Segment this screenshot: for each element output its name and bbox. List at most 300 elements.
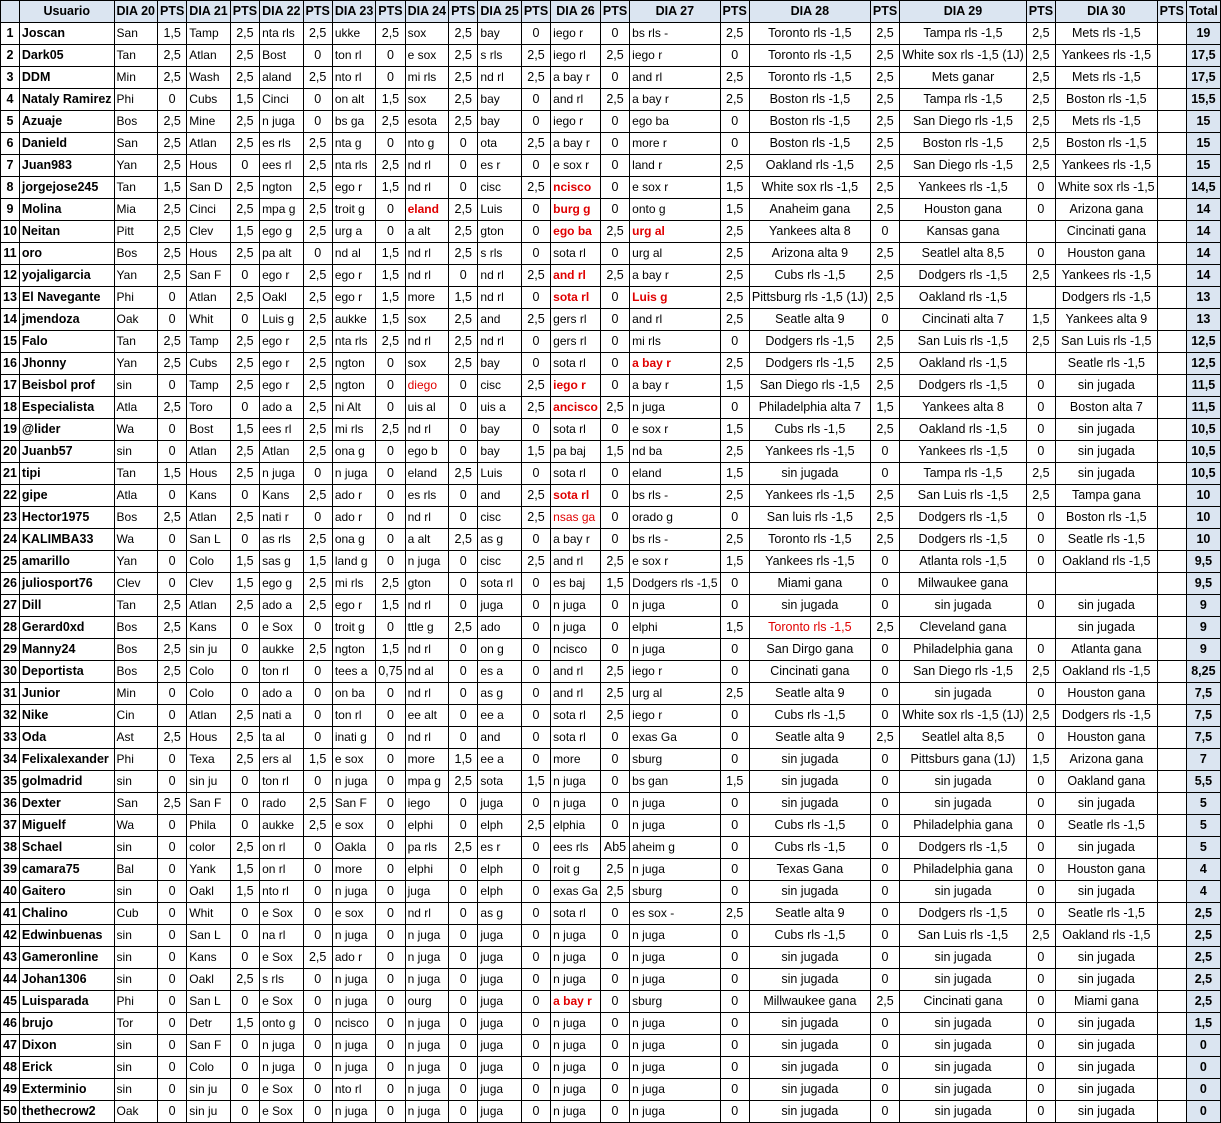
total-cell: 10,5 <box>1186 463 1220 485</box>
points-cell: 0 <box>376 397 405 419</box>
pick-cell: ancisco <box>551 397 601 419</box>
pick-cell: Cubs rls -1,5 <box>749 705 870 727</box>
points-cell: 2,5 <box>303 397 332 419</box>
points-cell: 0 <box>449 507 478 529</box>
points-cell: 0 <box>303 1101 332 1123</box>
pick-cell: ton rl <box>332 45 375 67</box>
username-cell: DDM <box>19 67 114 89</box>
pick-cell: n juga <box>630 639 720 661</box>
rank-cell: 40 <box>1 881 20 903</box>
pick-cell: ego r <box>260 353 303 375</box>
pick-cell: Seatlel alta 8,5 <box>900 243 1027 265</box>
header-row <box>1 1 1221 23</box>
header-cell: PTS <box>449 1 478 23</box>
username-cell: Neitan <box>19 221 114 243</box>
points-cell: 0 <box>521 991 550 1013</box>
points-cell: 0 <box>376 771 405 793</box>
pick-cell: Boston rls -1,5 <box>1056 507 1158 529</box>
header-cell: DIA 26 <box>551 1 601 23</box>
pick-cell: e Sox <box>260 1101 303 1123</box>
points-cell: 0 <box>230 947 259 969</box>
rank-cell: 16 <box>1 353 20 375</box>
rank-cell: 42 <box>1 925 20 947</box>
points-cell: 2,5 <box>157 199 186 221</box>
total-cell: 14 <box>1186 199 1220 221</box>
points-cell: 0 <box>449 419 478 441</box>
points-cell: 0 <box>521 727 550 749</box>
points-cell: 2,5 <box>303 815 332 837</box>
pick-cell: bay <box>478 89 521 111</box>
pick-cell: exas Ga <box>551 881 601 903</box>
pick-cell: Dodgers rls -1,5 <box>749 331 870 353</box>
points-cell: 0 <box>521 111 550 133</box>
pick-cell: nati r <box>260 507 303 529</box>
points-cell: 0 <box>303 1057 332 1079</box>
points-cell: 2,5 <box>449 111 478 133</box>
rank-cell: 30 <box>1 661 20 683</box>
points-cell: 0 <box>720 793 749 815</box>
pick-cell: ego r <box>332 177 375 199</box>
points-cell: 0 <box>521 353 550 375</box>
points-cell: 0 <box>521 595 550 617</box>
pick-cell: sin jugada <box>1056 837 1158 859</box>
table-row <box>1 793 1221 815</box>
pick-cell: Atlanta gana <box>1056 639 1158 661</box>
pick-cell: a bay r <box>630 353 720 375</box>
points-cell <box>1157 991 1186 1013</box>
points-cell: 2,5 <box>157 397 186 419</box>
points-cell: 0 <box>376 617 405 639</box>
username-cell: KALIMBA33 <box>19 529 114 551</box>
points-cell: 2,5 <box>870 617 899 639</box>
points-cell <box>1026 573 1055 595</box>
total-cell: 7,5 <box>1186 683 1220 705</box>
pick-cell: Hous <box>187 727 230 749</box>
pick-cell: sin jugada <box>749 749 870 771</box>
pick-cell: n juga <box>332 463 375 485</box>
pick-cell: juga <box>478 1101 521 1123</box>
points-cell: 0 <box>521 683 550 705</box>
header-cell: PTS <box>1157 1 1186 23</box>
table-row <box>1 111 1221 133</box>
pick-cell: e sox <box>332 749 375 771</box>
pick-cell: nto rl <box>260 881 303 903</box>
points-cell <box>1157 397 1186 419</box>
pick-cell: Cubs rls -1,5 <box>749 265 870 287</box>
pick-cell: a alt <box>405 221 448 243</box>
pick-cell: and rl <box>551 661 601 683</box>
pick-cell: nd rl <box>478 67 521 89</box>
header-cell: PTS <box>303 1 332 23</box>
table-row <box>1 969 1221 991</box>
points-cell: 2,5 <box>449 199 478 221</box>
points-cell: 0 <box>376 199 405 221</box>
pick-cell: sota rl <box>551 287 601 309</box>
pick-cell: Philadelphia gana <box>900 639 1027 661</box>
pick-cell: iego r <box>630 45 720 67</box>
points-cell: 0 <box>1026 969 1055 991</box>
pick-cell: n juga <box>630 397 720 419</box>
points-cell: 0 <box>449 683 478 705</box>
pick-cell: n juga <box>551 1013 601 1035</box>
pick-cell: n juga <box>332 969 375 991</box>
points-cell: 0 <box>157 309 186 331</box>
pick-cell: more <box>332 859 375 881</box>
points-cell: 0 <box>303 727 332 749</box>
username-cell: Jhonny <box>19 353 114 375</box>
pick-cell: sin jugada <box>900 1079 1027 1101</box>
pick-cell: ukke <box>332 23 375 45</box>
points-cell: 2,5 <box>1026 45 1055 67</box>
rank-cell: 44 <box>1 969 20 991</box>
points-cell: 0 <box>1026 551 1055 573</box>
pick-cell: nd rl <box>405 331 448 353</box>
pick-cell: sin jugada <box>900 947 1027 969</box>
points-cell: 0 <box>157 1101 186 1123</box>
pick-cell: sin jugada <box>749 463 870 485</box>
points-cell: 0 <box>230 485 259 507</box>
pick-cell: n juga <box>630 859 720 881</box>
points-cell: 0 <box>600 463 629 485</box>
pick-cell: n juga <box>405 1101 448 1123</box>
points-cell: 2,5 <box>230 177 259 199</box>
points-cell: 0 <box>720 991 749 1013</box>
points-cell: 0 <box>157 771 186 793</box>
username-cell: Danield <box>19 133 114 155</box>
points-cell: 0 <box>600 771 629 793</box>
pick-cell: Luis g <box>630 287 720 309</box>
pick-cell: Bos <box>114 617 157 639</box>
points-cell <box>1157 771 1186 793</box>
points-cell: 0 <box>157 683 186 705</box>
pick-cell: Seatle rls -1,5 <box>1056 353 1158 375</box>
pick-cell: Cincinati gana <box>900 991 1027 1013</box>
pick-cell: land r <box>630 155 720 177</box>
points-cell: 2,5 <box>230 507 259 529</box>
pick-cell: Yan <box>114 353 157 375</box>
table-row <box>1 683 1221 705</box>
points-cell <box>1157 639 1186 661</box>
pick-cell: Colo <box>187 551 230 573</box>
pick-cell: uis a <box>478 397 521 419</box>
pick-cell: White sox rls -1,5 <box>1056 177 1158 199</box>
points-cell: 0 <box>449 705 478 727</box>
points-cell: 0 <box>521 617 550 639</box>
points-cell <box>1157 1101 1186 1123</box>
username-cell: brujo <box>19 1013 114 1035</box>
points-cell: 2,5 <box>521 507 550 529</box>
total-cell: 4 <box>1186 881 1220 903</box>
points-cell: 1,5 <box>449 287 478 309</box>
points-cell: 0 <box>1026 177 1055 199</box>
points-cell <box>1157 375 1186 397</box>
pick-cell: e Sox <box>260 947 303 969</box>
pick-cell: Miami gana <box>1056 991 1158 1013</box>
pick-cell: San luis rls -1,5 <box>749 507 870 529</box>
pick-cell: Yankees rls -1,5 <box>1056 155 1158 177</box>
pick-cell: Toro <box>187 397 230 419</box>
pick-cell: es r <box>478 155 521 177</box>
pick-cell: on alt <box>332 89 375 111</box>
pick-cell: ourg <box>405 991 448 1013</box>
pick-cell: on g <box>478 639 521 661</box>
points-cell: 2,5 <box>870 507 899 529</box>
points-cell: 0 <box>870 705 899 727</box>
total-cell: 10 <box>1186 507 1220 529</box>
points-cell: 0 <box>449 859 478 881</box>
pick-cell: sin jugada <box>749 771 870 793</box>
pick-cell: Wa <box>114 529 157 551</box>
points-cell <box>1157 23 1186 45</box>
points-cell: 2,5 <box>303 177 332 199</box>
points-cell: 2,5 <box>376 419 405 441</box>
pick-cell: land g <box>332 551 375 573</box>
points-cell: 1,5 <box>720 199 749 221</box>
points-cell <box>1157 221 1186 243</box>
points-cell <box>1026 221 1055 243</box>
points-cell: 0 <box>521 287 550 309</box>
header-cell: PTS <box>720 1 749 23</box>
points-cell: 2,5 <box>521 309 550 331</box>
pick-cell: sin jugada <box>749 1057 870 1079</box>
pick-cell: ncisco <box>332 1013 375 1035</box>
pick-cell: and rl <box>630 67 720 89</box>
username-cell: Gaitero <box>19 881 114 903</box>
points-cell: 0 <box>870 969 899 991</box>
pick-cell: bay <box>478 441 521 463</box>
username-cell: jmendoza <box>19 309 114 331</box>
points-cell: 0 <box>449 991 478 1013</box>
pick-cell: s rls <box>478 45 521 67</box>
points-cell: 2,5 <box>1026 705 1055 727</box>
pick-cell: ego g <box>260 573 303 595</box>
pick-cell: White sox rls -1,5 <box>749 177 870 199</box>
pick-cell: sin jugada <box>1056 441 1158 463</box>
pick-cell: sin jugada <box>900 1101 1027 1123</box>
pick-cell: ers al <box>260 749 303 771</box>
points-cell: 2,5 <box>870 265 899 287</box>
points-cell: 2,5 <box>720 683 749 705</box>
pick-cell: es baj <box>551 573 601 595</box>
points-cell: 2,5 <box>870 199 899 221</box>
pick-cell: Kans <box>187 485 230 507</box>
pick-cell: iego r <box>630 661 720 683</box>
pick-cell: Houston gana <box>1056 859 1158 881</box>
pick-cell: ni Alt <box>332 397 375 419</box>
points-cell: 0 <box>521 1079 550 1101</box>
pick-cell: nd rl <box>405 177 448 199</box>
pick-cell: urg a <box>332 221 375 243</box>
points-cell: 2,5 <box>720 529 749 551</box>
pick-cell: Atlanta rols -1,5 <box>900 551 1027 573</box>
pick-cell: n juga <box>260 463 303 485</box>
rank-cell: 32 <box>1 705 20 727</box>
pick-cell: Luis g <box>260 309 303 331</box>
pick-cell: sin jugada <box>1056 793 1158 815</box>
points-cell: 0 <box>600 947 629 969</box>
points-cell: 1,5 <box>521 771 550 793</box>
points-cell <box>1157 617 1186 639</box>
points-cell: 0 <box>376 353 405 375</box>
pick-cell: Phila <box>187 815 230 837</box>
points-cell: 0 <box>449 265 478 287</box>
points-cell: 0 <box>870 903 899 925</box>
points-cell: 0 <box>303 1013 332 1035</box>
points-cell: 1,5 <box>230 859 259 881</box>
pick-cell: Cub <box>114 903 157 925</box>
pick-cell: juga <box>478 1057 521 1079</box>
pick-cell: Detr <box>187 1013 230 1035</box>
pick-cell: color <box>187 837 230 859</box>
pick-cell: San <box>114 793 157 815</box>
points-cell: 0 <box>870 1013 899 1035</box>
points-cell: 0 <box>376 705 405 727</box>
points-cell: 0 <box>870 749 899 771</box>
points-cell <box>1157 441 1186 463</box>
points-cell: 0 <box>521 419 550 441</box>
pick-cell: nta rls <box>332 331 375 353</box>
points-cell: 2,5 <box>230 111 259 133</box>
total-cell: 19 <box>1186 23 1220 45</box>
pick-cell: and rl <box>551 683 601 705</box>
points-cell: 0 <box>376 969 405 991</box>
pick-cell: sin jugada <box>1056 969 1158 991</box>
pick-cell: Yankees alta 8 <box>749 221 870 243</box>
pick-cell: nd al <box>332 243 375 265</box>
pick-cell: nd rl <box>405 419 448 441</box>
pick-cell: Cubs rls -1,5 <box>749 837 870 859</box>
pick-cell: elphi <box>405 859 448 881</box>
pick-cell: Oak <box>114 309 157 331</box>
rank-cell: 26 <box>1 573 20 595</box>
username-cell: juliosport76 <box>19 573 114 595</box>
points-cell: 0 <box>376 67 405 89</box>
total-cell: 10 <box>1186 529 1220 551</box>
points-cell: 1,5 <box>376 595 405 617</box>
rank-cell: 7 <box>1 155 20 177</box>
pick-cell: more <box>405 287 448 309</box>
points-cell: 0 <box>376 133 405 155</box>
header-cell: PTS <box>230 1 259 23</box>
username-cell: gipe <box>19 485 114 507</box>
points-cell: 0 <box>303 45 332 67</box>
pick-cell: sin <box>114 1035 157 1057</box>
pick-cell: Kans <box>187 617 230 639</box>
points-cell: 0 <box>376 815 405 837</box>
username-cell: Schael <box>19 837 114 859</box>
pick-cell: Houston gana <box>900 199 1027 221</box>
points-cell: 0 <box>1026 947 1055 969</box>
points-cell: 0 <box>720 925 749 947</box>
pick-cell: Boston rls -1,5 <box>749 111 870 133</box>
points-cell: 2,5 <box>230 441 259 463</box>
pick-cell: sota rl <box>478 573 521 595</box>
pick-cell: nta rls <box>260 23 303 45</box>
table-row <box>1 727 1221 749</box>
points-cell: 2,5 <box>1026 67 1055 89</box>
pick-cell: sburg <box>630 991 720 1013</box>
points-cell: 0 <box>600 617 629 639</box>
pick-cell: Yankees alta 8 <box>900 397 1027 419</box>
pick-cell: and <box>478 485 521 507</box>
pick-cell: sin jugada <box>1056 595 1158 617</box>
pick-cell: Cinci <box>260 89 303 111</box>
rank-cell: 37 <box>1 815 20 837</box>
pick-cell: Toronto rls -1,5 <box>749 23 870 45</box>
rank-cell: 33 <box>1 727 20 749</box>
pick-cell: cisc <box>478 551 521 573</box>
pick-cell: n juga <box>551 1101 601 1123</box>
points-cell: 2,5 <box>870 133 899 155</box>
total-cell: 9 <box>1186 639 1220 661</box>
pick-cell: urg al <box>630 683 720 705</box>
points-cell: 2,5 <box>449 45 478 67</box>
pick-cell: n juga <box>405 1013 448 1035</box>
pick-cell: sin jugada <box>1056 881 1158 903</box>
points-cell: 0 <box>1026 991 1055 1013</box>
points-cell: 1,5 <box>303 551 332 573</box>
pick-cell: Seatle rls -1,5 <box>1056 903 1158 925</box>
pick-cell: Houston gana <box>1056 727 1158 749</box>
rank-cell: 21 <box>1 463 20 485</box>
points-cell: 2,5 <box>449 529 478 551</box>
username-cell: Joscan <box>19 23 114 45</box>
table-row <box>1 947 1221 969</box>
points-cell: 0 <box>521 1057 550 1079</box>
pick-cell: Tor <box>114 1013 157 1035</box>
pick-cell: a bay r <box>630 375 720 397</box>
pick-cell: Bos <box>114 111 157 133</box>
pick-cell: nta rls <box>332 155 375 177</box>
username-cell: Deportista <box>19 661 114 683</box>
points-cell: 0 <box>157 1013 186 1035</box>
pick-cell: Kans <box>260 485 303 507</box>
pick-cell: sin jugada <box>749 1079 870 1101</box>
points-cell: 2,5 <box>157 243 186 265</box>
pick-cell: n juga <box>405 1057 448 1079</box>
points-cell: 0 <box>1026 881 1055 903</box>
pick-cell: nd rl <box>405 683 448 705</box>
pick-cell: Tan <box>114 45 157 67</box>
points-cell: 0 <box>870 771 899 793</box>
points-cell: 0 <box>157 881 186 903</box>
points-cell: 2,5 <box>376 155 405 177</box>
pick-cell: ees rl <box>260 419 303 441</box>
pick-cell: cisc <box>478 177 521 199</box>
pick-cell: ncisco <box>551 639 601 661</box>
points-cell: 0 <box>600 639 629 661</box>
points-cell: 0 <box>870 551 899 573</box>
points-cell: 1,5 <box>720 551 749 573</box>
pick-cell: nd rl <box>478 287 521 309</box>
points-cell: 0 <box>230 991 259 1013</box>
username-cell: Edwinbuenas <box>19 925 114 947</box>
points-cell: 0 <box>521 331 550 353</box>
points-cell: 2,5 <box>1026 331 1055 353</box>
pick-cell: Boston rls -1,5 <box>1056 89 1158 111</box>
points-cell: 0 <box>230 771 259 793</box>
pick-cell: Milwaukee gana <box>900 573 1027 595</box>
points-cell <box>1157 859 1186 881</box>
points-cell: 0 <box>870 463 899 485</box>
pick-cell: s rls <box>260 969 303 991</box>
pick-cell: mi rls <box>332 419 375 441</box>
rank-cell: 18 <box>1 397 20 419</box>
pick-cell: Dodgers rls -1,5 <box>900 529 1027 551</box>
points-cell: 0 <box>600 375 629 397</box>
pick-cell: sin jugada <box>749 1035 870 1057</box>
points-cell: 2,5 <box>521 67 550 89</box>
